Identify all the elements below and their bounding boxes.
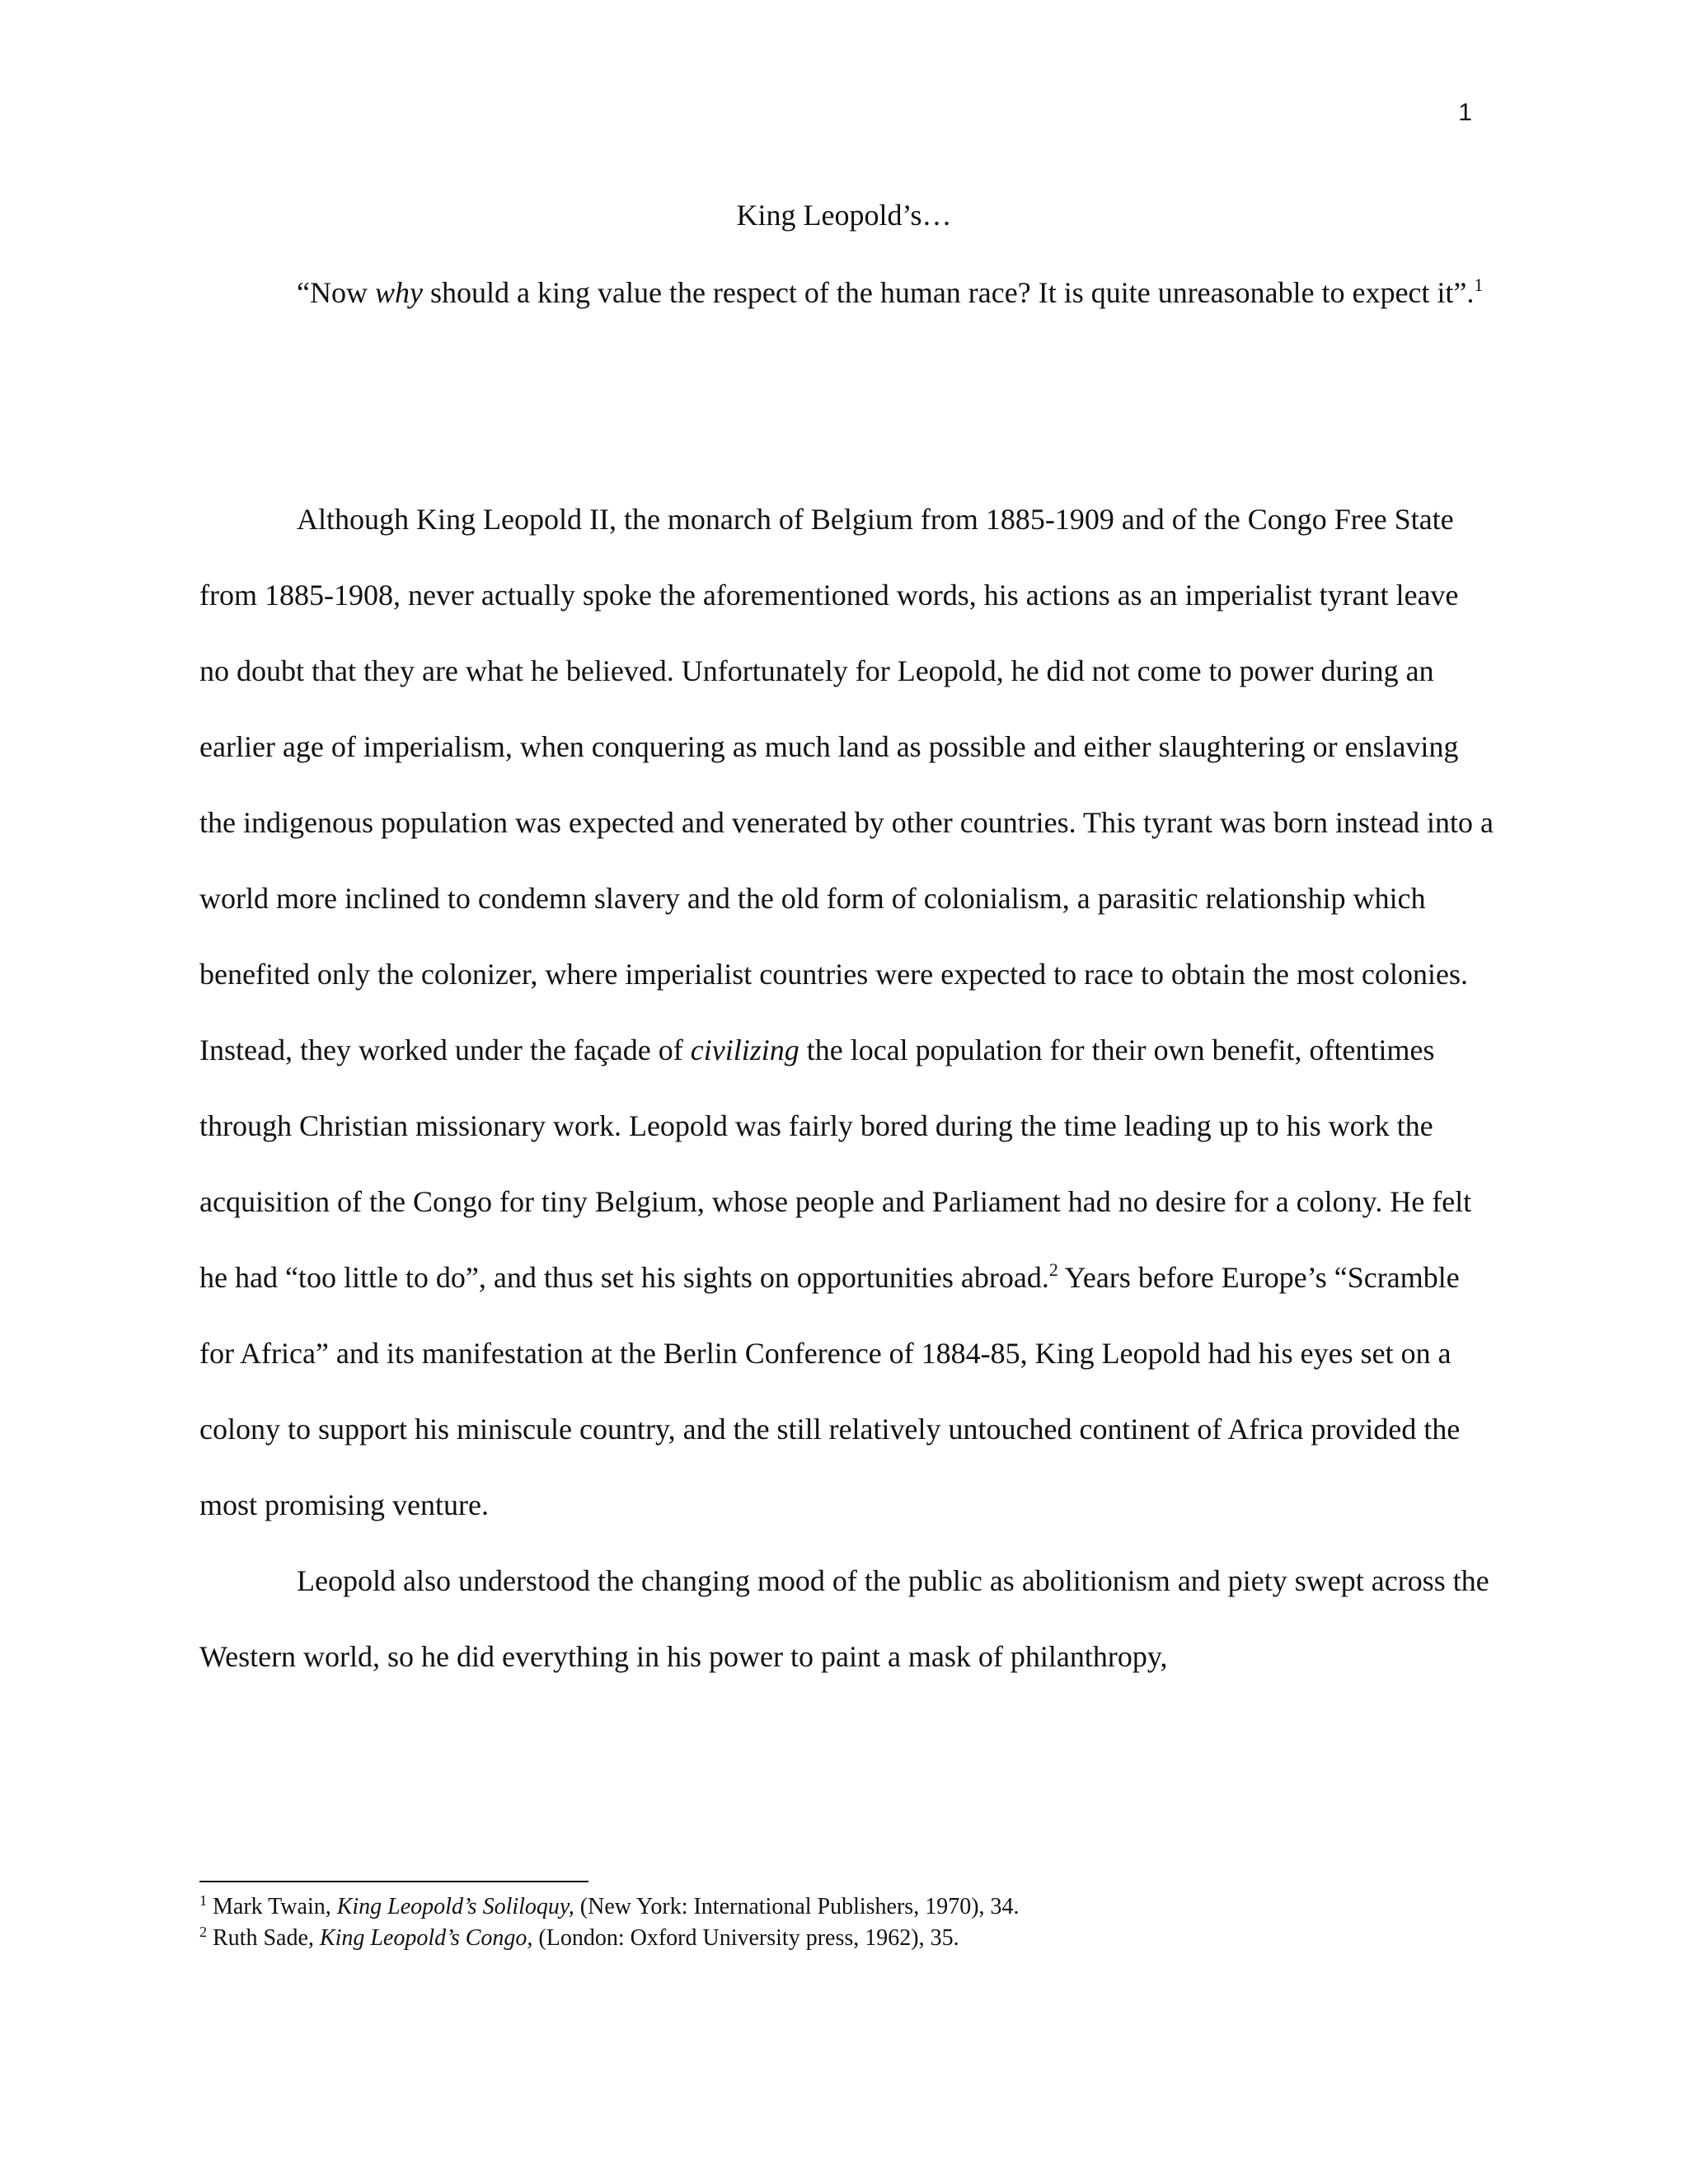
footnote-ref-1[interactable]: 1 bbox=[1474, 274, 1484, 295]
footnote-divider bbox=[199, 1881, 588, 1882]
footnote-details: (New York: International Publishers, 1970), 34. bbox=[574, 1894, 1020, 1919]
epigraph-before: “Now bbox=[297, 276, 375, 309]
paragraph-1 bbox=[199, 481, 1493, 1543]
paragraph-1-part-1: Although King Leopold II, the monarch of Belgium from 1885-1909 and of the Congo Free State from 1885-1908, never actually spoke the aforementioned words, his actions as an imperialist tyrant leave no doubt that they are what he believed. Unfortunately for Leopold, he did not come to power during an earlier age of imperialism, when conquering as much land as possible and either slaughtering or enslaving the indigenous population was expected and venerated by other countries. This tyrant was born instead into a world more inclined to condemn slavery and the old form of colonialism, a parasitic relationship which benefited only the colonizer, where imperialist countries were expected to race to obtain the most colonies. Instead, they worked under the façade of bbox=[199, 503, 1493, 1066]
epigraph-text bbox=[199, 255, 1493, 330]
footnote-work: King Leopold’s Congo, bbox=[319, 1925, 533, 1951]
footnote-number: 1 bbox=[199, 1892, 207, 1909]
footnote-number: 2 bbox=[199, 1924, 207, 1940]
footnote-author: Mark Twain, bbox=[213, 1894, 337, 1919]
epigraph-emphasis: why bbox=[374, 276, 423, 309]
paragraph-2: Leopold also understood the changing mood of the public as abolitionism and piety swept across the Western world, so he did everything in his power to paint a mask of philanthropy, bbox=[199, 1564, 1489, 1673]
footnote-details: (London: Oxford University press, 1962), 35. bbox=[532, 1925, 959, 1951]
paragraph-1-part-2: the local population for their own benefit, oftentimes through Christian missionary work. Leopold was fairly bored during the time leading up to his work the acquisition of the Congo for tiny Belgium, whose people and Parliament had no desire for a colony. He felt he had “too little to do”, and thus set his sights on opportunities abroad. bbox=[199, 1033, 1472, 1294]
epigraph bbox=[199, 255, 1493, 330]
footnote-author: Ruth Sade, bbox=[213, 1925, 320, 1951]
paragraph-1-part-3: Years before Europe’s “Scramble for Africa” and its manifestation at the Berlin Conference of 1884-85, King Leopold had his eyes set on a colony to support his miniscule country, and the still relatively untouched continent of Africa provided the most promising venture. bbox=[199, 1261, 1461, 1521]
epigraph-after: should a king value the respect of the human race? It is quite unreasonable to expect it”. bbox=[422, 276, 1475, 309]
page-title: King Leopold’s… bbox=[736, 199, 952, 232]
paragraph-1-emphasis: civilizing bbox=[690, 1033, 799, 1066]
footnotes bbox=[199, 1891, 1493, 1954]
footnote-ref-2[interactable]: 2 bbox=[1048, 1259, 1058, 1280]
footnote-2 bbox=[199, 1923, 1493, 1954]
footnote-work: King Leopold’s Soliloquy, bbox=[336, 1894, 574, 1919]
body-text bbox=[199, 481, 1493, 1694]
footnote-1 bbox=[199, 1891, 1493, 1923]
page-number: 1 bbox=[1458, 99, 1472, 126]
